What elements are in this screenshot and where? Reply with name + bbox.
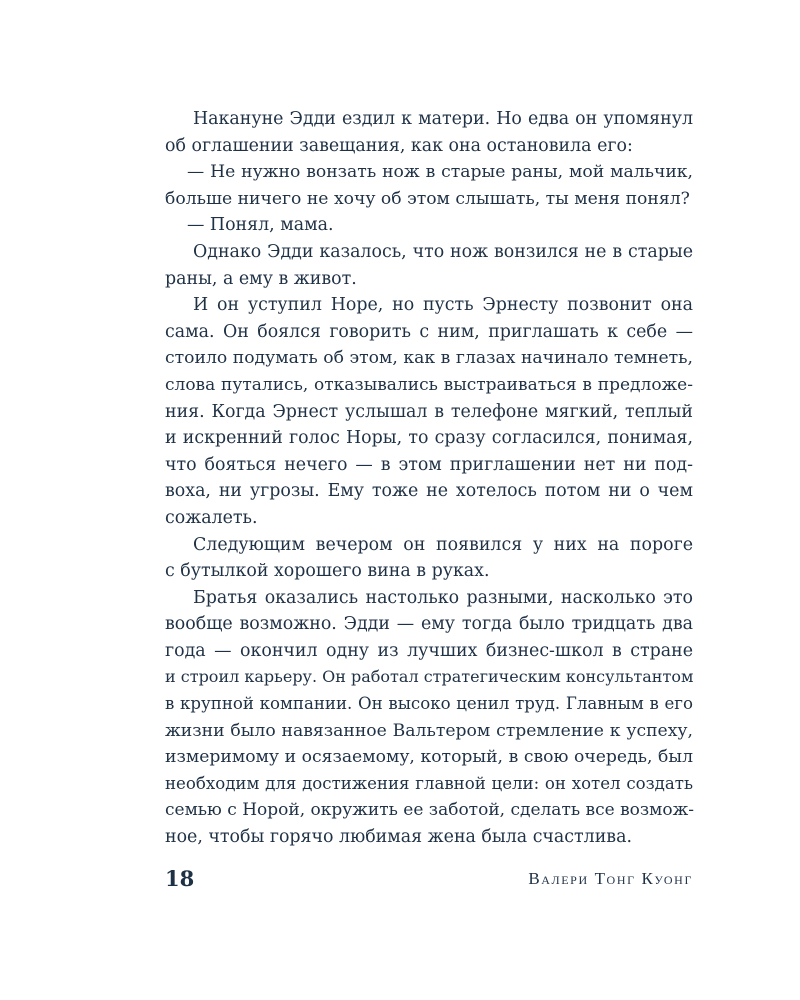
text-line: необходим для достижения главной цели: он хотел создать: [165, 773, 693, 793]
text-line: года — окончил одну из лучших бизнес-школ в стране: [165, 640, 693, 661]
text-line: Братья оказались настолько разными, насколько это: [193, 587, 693, 608]
text-line: Однако Эдди казалось, что нож вонзился не в старые: [193, 241, 693, 262]
text-line: ное, чтобы горячо любимая жена была счастлива.: [165, 827, 632, 848]
text-line: в крупной компании. Он высоко ценил труд. Главным в его: [165, 694, 693, 714]
running-head-author: Валери Тонг Куонг: [528, 869, 693, 888]
text-line: жизни было навязанное Вальтером стремление к успеху,: [165, 720, 693, 741]
dialogue-line: больше ничего не хочу об этом слышать, ты меня понял?: [165, 188, 690, 209]
dialogue-line: — Не нужно вонзать нож в старые раны, мой мальчик,: [187, 162, 693, 183]
text-line: стоило подумать об этом, как в глазах начинало темнеть,: [165, 348, 693, 369]
text-line: сама. Он боялся говорить с ним, приглашать к себе —: [165, 321, 693, 342]
body-text: [165, 106, 693, 851]
page-footer: [165, 862, 693, 896]
page-number: 18: [165, 866, 195, 891]
text-line: что бояться нечего — в этом приглашении нет ни под-: [165, 454, 693, 475]
text-line: и искренний голос Норы, то сразу согласился, понимая,: [165, 428, 693, 449]
dialogue-line: — Понял, мама.: [187, 215, 334, 236]
text-line: и строил карьеру. Он работал стратегическим консультантом: [165, 667, 694, 687]
text-line: воха, ни угрозы. Ему тоже не хотелось потом ни о чем: [165, 481, 693, 502]
text-line: сожалеть.: [165, 507, 258, 528]
text-line: об оглашении завещания, как она остановила его:: [165, 135, 633, 156]
text-line: вообще возможно. Эдди — ему тогда было тридцать два: [165, 614, 693, 635]
text-line: раны, а ему в живот.: [165, 268, 357, 289]
text-line: измеримому и осязаемому, который, в свою очередь, был: [165, 747, 693, 768]
text-line: Следующим вечером он появился у них на пороге: [193, 534, 693, 555]
text-line: И он уступил Норе, но пусть Эрнесту позвонит она: [193, 295, 693, 316]
text-line: семью с Норой, окружить ее заботой, сделать все возмож-: [165, 800, 694, 821]
text-line: Накануне Эдди ездил к матери. Но едва он упомянул: [193, 109, 693, 129]
text-line: слова путались, отказывались выстраиваться в предложе-: [165, 374, 693, 395]
text-line: с бутылкой хорошего вина в руках.: [165, 561, 490, 582]
text-line: ния. Когда Эрнест услышал в телефоне мягкий, теплый: [165, 401, 693, 422]
